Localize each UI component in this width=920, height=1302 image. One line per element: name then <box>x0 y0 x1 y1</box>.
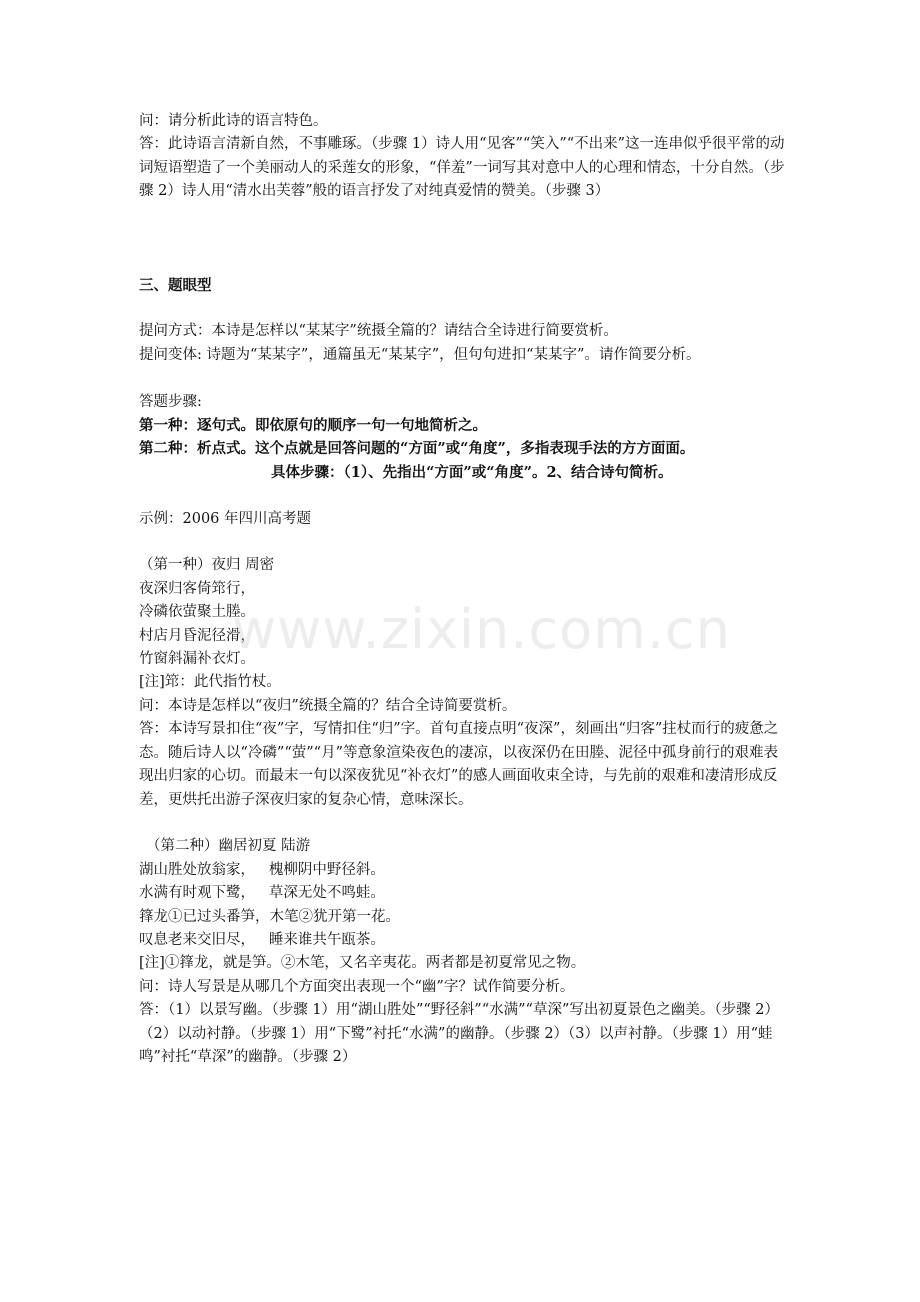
spacer <box>139 204 789 274</box>
poem2-line: 水满有时观下鹭， 草深无处不鸣蛙。 <box>139 885 385 902</box>
ask-variant: 提问变体: 诗题为“某某字”，通篇虽无“某某字”，但句句进扣“某某字”。请作简要分析。 <box>139 346 701 363</box>
spacer <box>139 297 789 320</box>
spacer <box>139 484 789 507</box>
poem1-answer: 答：本诗写景扣住“夜”字，写情扣住“归”字。首句直接点明“夜深”，刻画出“归客”拄杖而行的疲惫之态。随后诗人以“冷磷”“萤”“月”等意象渲染夜色的凄凉，以夜深仍在田塍、泥径中孤身前行的艰难表现出归家的心切。而最末一句以深夜犹见“补衣灯”的感人画面收束全诗，与先前的艰难和凄清形成反差，更烘托出游子深夜归家的复杂心情，意味深长。 <box>139 721 779 808</box>
poem2-line: 叹息老来交旧尽， 睡来谁共午瓯茶。 <box>139 931 385 948</box>
poem1-line: 夜深归客倚筇行， <box>139 580 255 597</box>
method-one: 第一种：逐句式。即依原句的顺序一句一句地简析之。 <box>139 417 487 435</box>
poem1-note: [注]筇：此代指竹杖。 <box>139 674 281 691</box>
section-heading: 三、题眼型 <box>139 276 212 294</box>
poem2-note: [注]①箨龙，就是笋。②木笔，又名辛夷花。两者都是初夏常见之物。 <box>139 955 586 972</box>
example-title: 示例：2006 年四川高考题 <box>139 510 312 527</box>
poem1-title: （第一种）夜归 周密 <box>139 557 275 574</box>
poem1-line: 村店月昏泥径滑， <box>139 627 255 644</box>
poem1-line: 冷磷依萤聚土塍。 <box>139 604 255 621</box>
poem2-question: 问：诗人写景是从哪几个方面突出表现一个“幽”字？试作简要分析。 <box>139 978 575 995</box>
poem2-answer: 答：（1）以景写幽。（步骤 1）用“湖山胜处”“野径斜”“水满”“草深”写出初夏景色之幽美。（步骤 2）（2）以动衬静。（步骤 1）用“下鹭”衬托“水满”的幽静。（步骤 2）（3）以声衬静。（步骤 1）用“蛙鸣”衬托“草深”的幽静。（步骤 2） <box>139 1002 779 1065</box>
qa1-question: 问：请分析此诗的语言特色。 <box>139 113 328 129</box>
spacer <box>139 531 789 554</box>
qa1-answer: 答：此诗语言清新自然，不事雕琢。（步骤 1）诗人用“见客”“笑入”“不出来”这一连串似乎很平常的动词短语塑造了一个美丽动人的采莲女的形象，“佯羞”一词写其对意中人的心理和情态，十分自然。（步骤 2）诗人用“清水出芙蓉”般的语言抒发了对纯真爱情的赞美。（步骤 3） <box>139 136 785 200</box>
poem1-line: 竹窗斜漏补衣灯。 <box>139 651 255 668</box>
watermark: www.zixin.com.cn <box>232 598 731 661</box>
document-body <box>139 110 789 1069</box>
poem2-line: 湖山胜处放翁家， 槐柳阴中野径斜。 <box>139 861 385 878</box>
poem2-title: （第二种）幽居初夏 陆游 <box>146 838 311 855</box>
steps-title: 答题步骤: <box>139 393 202 410</box>
method-two: 第二种：析点式。这个点就是回答问题的“方面”或“角度”，多指表现手法的方方面面。 <box>139 440 695 458</box>
poem1-question: 问：本诗是怎样以“夜归”统摄全篇的？结合全诗简要赏析。 <box>139 697 517 714</box>
spacer <box>139 367 789 390</box>
spacer <box>139 812 789 835</box>
ask-method: 提问方式：本诗是怎样以“某某字”统摄全篇的？请结合全诗进行简要赏析。 <box>139 323 618 340</box>
method-two-detail: 具体步骤：（1）、先指出“方面”或“角度”。2、结合诗句简析。 <box>271 463 673 481</box>
poem2-line: 箨龙①已过头番笋，木笔②犹开第一花。 <box>139 908 400 925</box>
